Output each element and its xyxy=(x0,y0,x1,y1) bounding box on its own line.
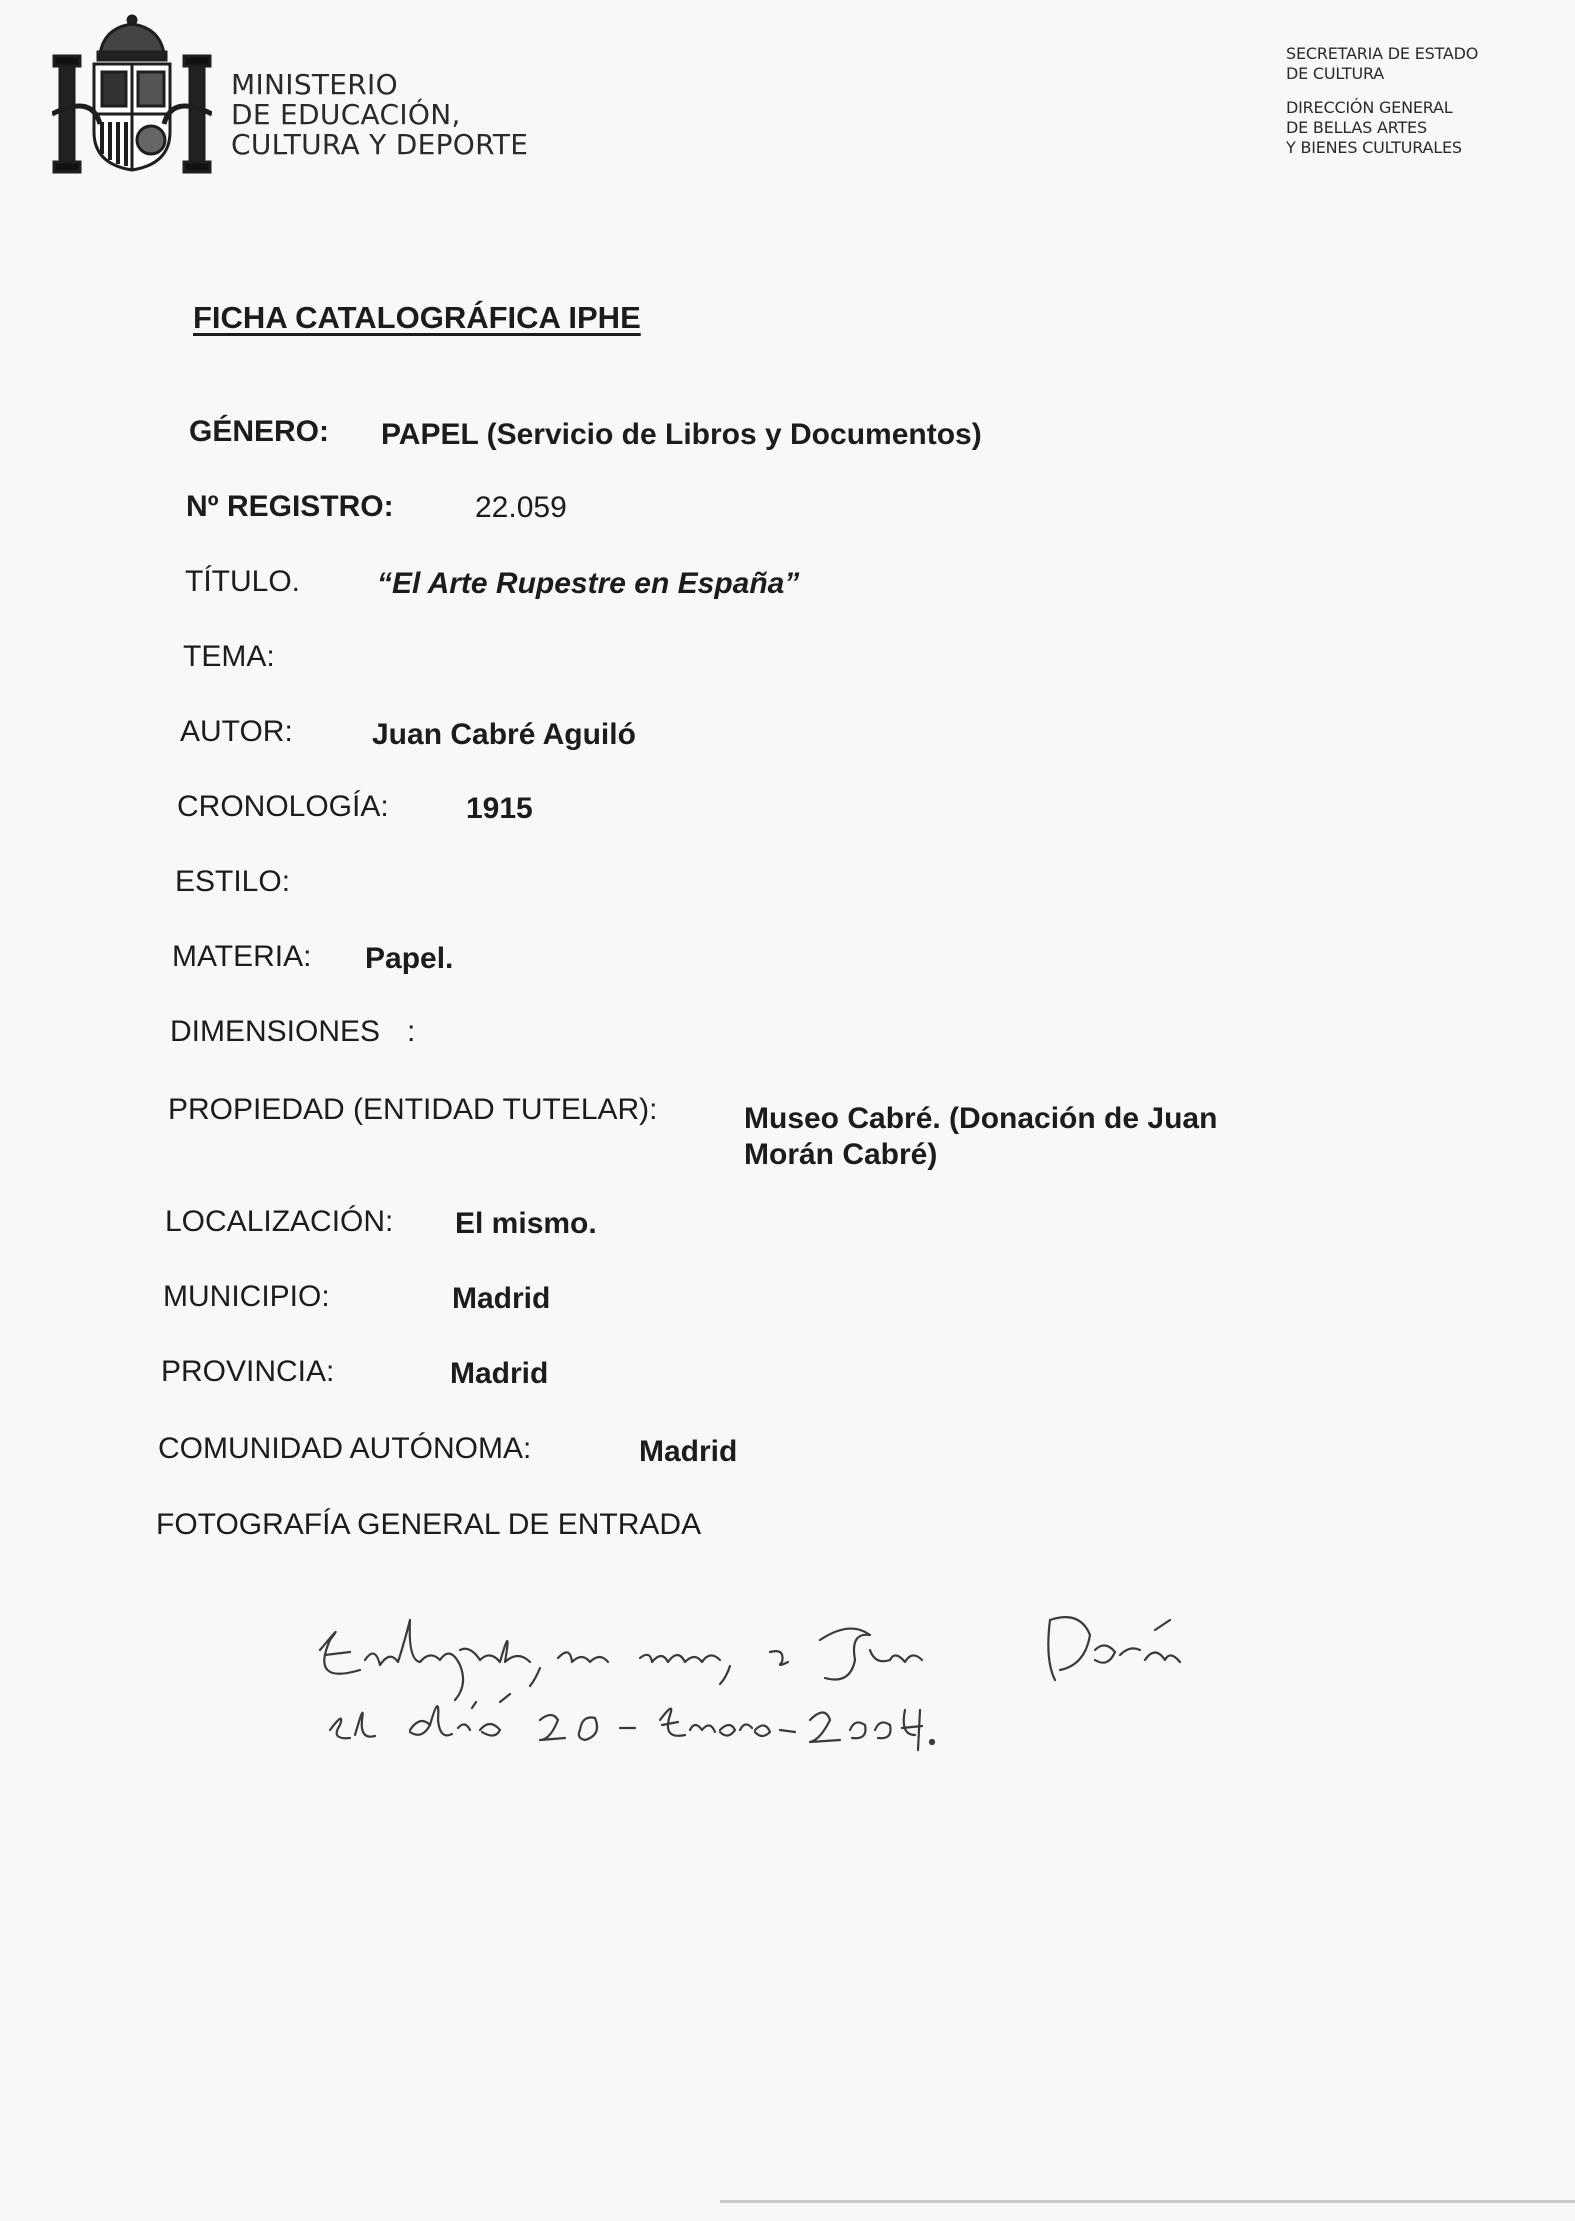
field-label: FOTOGRAFÍA GENERAL DE ENTRADA xyxy=(156,1508,702,1541)
field-label: Nº REGISTRO: xyxy=(186,490,394,523)
field-value: Museo Cabré. (Donación de Juan Morán Cabré) xyxy=(744,1102,1218,1171)
field-label: TEMA: xyxy=(183,640,275,673)
field-value: El mismo. xyxy=(455,1207,597,1240)
direccion-line-2: DE BELLAS ARTES xyxy=(1286,118,1427,137)
ministry-line-3: CULTURA Y DEPORTE xyxy=(231,128,529,161)
field-label: LOCALIZACIÓN: xyxy=(165,1205,394,1238)
field-value: Juan Cabré Aguiló xyxy=(372,718,636,751)
direccion-block xyxy=(1286,98,1478,158)
field-label: MATERIA: xyxy=(172,940,312,973)
field-value: Madrid xyxy=(639,1435,738,1468)
secretaria-line-1: SECRETARIA DE ESTADO xyxy=(1286,44,1479,63)
field-value: 22.059 xyxy=(475,491,567,524)
field-value: Madrid xyxy=(452,1282,551,1315)
field-label: DIMENSIONES xyxy=(170,1015,381,1048)
document-title: FICHA CATALOGRÁFICA IPHE xyxy=(193,300,641,335)
ministry-line-2: DE EDUCACIÓN, xyxy=(231,98,461,131)
field-label: MUNICIPIO: xyxy=(163,1280,330,1313)
secretaria-block xyxy=(1286,44,1478,84)
field-value: Madrid xyxy=(450,1357,549,1390)
field-value: PAPEL (Servicio de Libros y Documentos) xyxy=(381,418,982,451)
direccion-line-1: DIRECCIÓN GENERAL xyxy=(1286,98,1453,117)
scan-edge-line xyxy=(720,2200,1575,2203)
direccion-line-3: Y BIENES CULTURALES xyxy=(1286,138,1462,157)
field-label: PROPIEDAD (ENTIDAD TUTELAR): xyxy=(168,1093,658,1126)
field-value: “El Arte Rupestre en España” xyxy=(377,567,800,600)
field-label: ESTILO: xyxy=(175,865,291,898)
field-label: PROVINCIA: xyxy=(161,1355,335,1388)
field-label: AUTOR: xyxy=(180,715,293,748)
field-value: Papel. xyxy=(365,942,454,975)
ministry-line-1: MINISTERIO xyxy=(231,68,398,101)
field-value: : xyxy=(407,1015,416,1048)
field-label: GÉNERO: xyxy=(189,415,330,448)
field-label: COMUNIDAD AUTÓNOMA: xyxy=(158,1432,532,1465)
field-value: 1915 xyxy=(466,792,533,825)
ministry-name xyxy=(231,70,528,160)
handwritten-note xyxy=(290,1590,1240,1770)
coat-of-arms-logo xyxy=(52,14,212,176)
secretaria-line-2: DE CULTURA xyxy=(1286,64,1385,83)
field-label: TÍTULO. xyxy=(185,565,301,598)
field-label: CRONOLOGÍA: xyxy=(177,790,389,823)
department-header xyxy=(1286,44,1478,158)
